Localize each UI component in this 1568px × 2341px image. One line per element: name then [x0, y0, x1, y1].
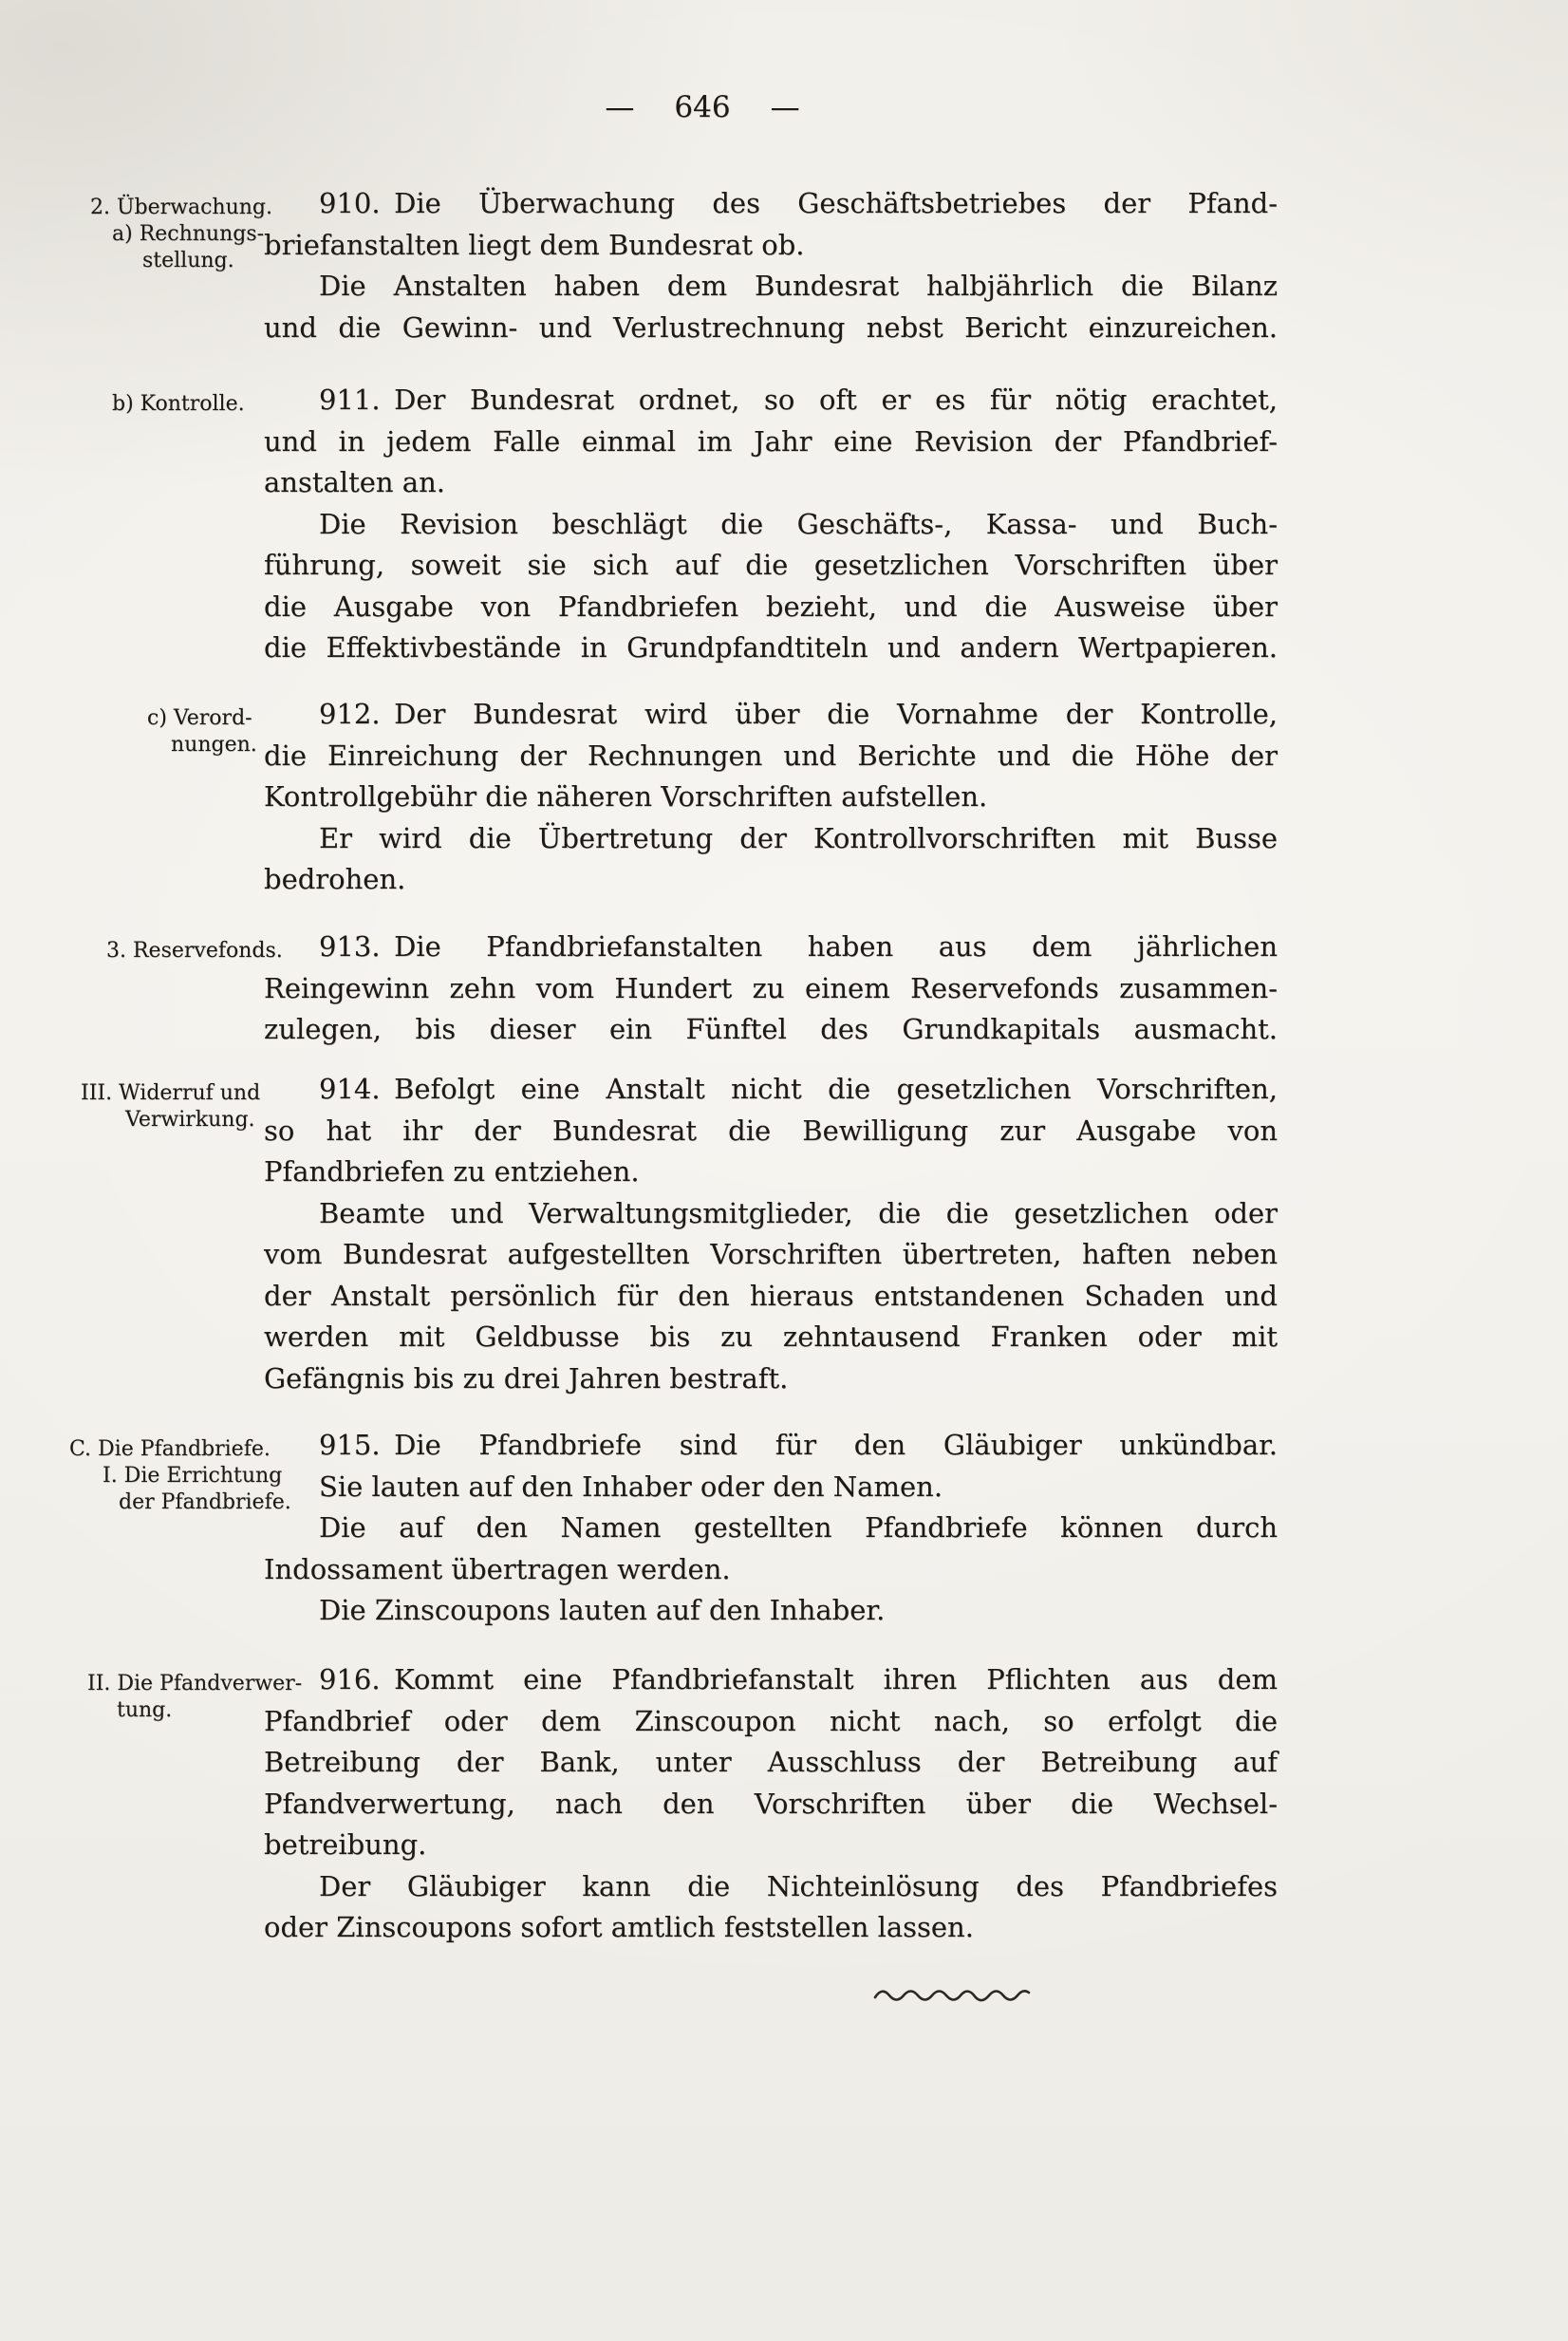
- article-body: [264, 694, 1278, 901]
- article-body: [264, 1425, 1278, 1632]
- text-line: führung, soweit sie sich auf die gesetzlichen Vorschriften über: [264, 549, 1278, 581]
- paragraph: [264, 1590, 1278, 1632]
- text-line: zulegen, bis dieser ein Fünftel des Grundkapitals ausmacht.: [264, 1013, 1278, 1045]
- paragraph: [264, 1508, 1278, 1590]
- article-body: [264, 1069, 1278, 1399]
- margin-note-line: stellung.: [142, 249, 234, 272]
- text-line: Die auf den Namen gestellten Pfandbriefe können durch: [319, 1511, 1278, 1544]
- paragraph: [264, 1659, 1278, 1866]
- margin-note-line: c) Verord-: [147, 706, 252, 730]
- header-left-dash: —: [605, 90, 635, 124]
- margin-note-line: tung.: [117, 1698, 173, 1722]
- text-line: Pfandbrief oder dem Zinscoupon nicht nach, so erfolgt die: [264, 1704, 1278, 1737]
- paragraph: [264, 694, 1278, 818]
- paragraph: [264, 818, 1278, 901]
- text-line: Kontrollgebühr die näheren Vorschriften aufstellen.: [264, 780, 988, 813]
- margin-note-line: II. Die Pfandverwer-: [87, 1672, 303, 1695]
- margin-note-line: der Pfandbriefe.: [119, 1490, 291, 1514]
- wavy-line-icon: [871, 1987, 1035, 2004]
- text-line: Er wird die Übertretung der Kontrollvorschriften mit Busse: [319, 821, 1278, 854]
- text-line: Reingewinn zehn vom Hundert zu einem Reservefonds zusammen-: [264, 971, 1278, 1004]
- margin-note-line: III. Widerruf und: [81, 1081, 261, 1105]
- article-body: [264, 1659, 1278, 1949]
- text-line: so hat ihr der Bundesrat die Bewilligung zur Ausgabe von: [264, 1114, 1278, 1147]
- text-line: die Ausgabe von Pfandbriefen bezieht, und die Ausweise über: [264, 590, 1278, 623]
- paragraph: [264, 1193, 1278, 1400]
- margin-note-line: a) Rechnungs-: [112, 222, 265, 246]
- article-body: [264, 927, 1278, 1051]
- text-line: anstalten an.: [264, 466, 445, 498]
- text-line: werden mit Geldbusse bis zu zehntausend Franken oder mit: [264, 1320, 1278, 1353]
- paragraph: [264, 266, 1278, 348]
- paragraph: [264, 1069, 1278, 1193]
- header-right-dash: —: [770, 90, 800, 124]
- text-line: Indossament übertragen werden.: [264, 1552, 731, 1585]
- article-body: [264, 380, 1278, 669]
- text-line: und die Gewinn- und Verlustrechnung nebst Bericht einzureichen.: [264, 310, 1278, 344]
- text-line: 910. Die Überwachung des Geschäftsbetriebes der Pfand-: [319, 187, 1278, 219]
- article-body: [264, 183, 1278, 348]
- text-line: 915. Die Pfandbriefe sind für den Gläubiger unkündbar.: [319, 1429, 1278, 1461]
- text-line: Gefängnis bis zu drei Jahren bestraft.: [264, 1361, 789, 1395]
- text-line: Pfandbriefen zu entziehen.: [264, 1155, 640, 1188]
- margin-note: [69, 1436, 291, 1516]
- margin-note: [69, 391, 273, 418]
- text-line: Beamte und Verwaltungsmitglieder, die die gesetzlichen oder: [319, 1196, 1278, 1229]
- margin-note: [69, 1080, 273, 1133]
- text-line: die Effektivbestände in Grundpfandtiteln und andern Wertpapieren.: [264, 631, 1278, 664]
- margin-note: [69, 1671, 303, 1724]
- paragraph: [264, 183, 1278, 266]
- text-line: betreibung.: [264, 1828, 427, 1861]
- text-line: 911. Der Bundesrat ordnet, so oft er es für nötig erachtet,: [319, 384, 1278, 416]
- paragraph: [264, 1425, 1278, 1467]
- paragraph: [264, 927, 1278, 1051]
- text-line: Pfandverwertung, nach den Vorschriften über die Wechsel-: [264, 1787, 1278, 1820]
- margin-note-line: b) Kontrolle.: [112, 392, 245, 416]
- text-line: und in jedem Falle einmal im Jahr eine Revision der Pfandbrief-: [264, 424, 1278, 458]
- text-line: briefanstalten liegt dem Bundesrat ob.: [264, 228, 805, 261]
- paragraph: [264, 1866, 1278, 1949]
- text-line: Die Revision beschlägt die Geschäfts-, Kassa- und Buch-: [319, 507, 1278, 540]
- text-line: bedrohen.: [264, 863, 406, 895]
- text-line: 916. Kommt eine Pfandbriefanstalt ihren Pflichten aus dem: [319, 1663, 1278, 1695]
- margin-note-line: C. Die Pfandbriefe.: [69, 1437, 271, 1461]
- text-line: 913. Die Pfandbriefanstalten haben aus dem jährlichen: [319, 930, 1278, 963]
- margin-note-line: I. Die Errichtung: [103, 1464, 283, 1488]
- paragraph: [264, 504, 1278, 669]
- text-line: Betreibung der Bank, unter Ausschluss der Betreibung auf: [264, 1746, 1278, 1778]
- page-header: [605, 91, 799, 123]
- margin-note: [69, 195, 273, 274]
- text-line: 914. Befolgt eine Anstalt nicht die gesetzlichen Vorschriften,: [319, 1073, 1278, 1105]
- margin-note-line: 2. Überwachung.: [90, 196, 272, 219]
- paragraph: [264, 1467, 1278, 1508]
- end-ornament: [871, 1987, 1035, 2004]
- margin-note-line: nungen.: [171, 733, 257, 757]
- text-line: Der Gläubiger kann die Nichteinlösung des Pfandbriefes: [319, 1869, 1278, 1902]
- text-line: die Einreichung der Rechnungen und Berichte und die Höhe der: [264, 739, 1278, 772]
- margin-note: [69, 938, 283, 964]
- margin-note-line: 3. Reservefonds.: [106, 939, 283, 963]
- text-line: Die Zinscoupons lauten auf den Inhaber.: [319, 1594, 886, 1626]
- margin-note: [69, 705, 273, 758]
- margin-note-line: Verwirkung.: [125, 1108, 255, 1132]
- text-line: der Anstalt persönlich für den hieraus entstandenen Schaden und: [264, 1279, 1278, 1312]
- paragraph: [264, 380, 1278, 504]
- text-line: Sie lauten auf den Inhaber oder den Namen.: [319, 1470, 943, 1503]
- text-line: vom Bundesrat aufgestellten Vorschriften übertreten, haften neben: [264, 1238, 1278, 1270]
- page-number: 646: [674, 90, 731, 124]
- text-line: oder Zinscoupons sofort amtlich feststellen lassen.: [264, 1911, 974, 1943]
- text-line: 912. Der Bundesrat wird über die Vornahme der Kontrolle,: [319, 698, 1278, 730]
- text-line: Die Anstalten haben dem Bundesrat halbjährlich die Bilanz: [319, 270, 1278, 302]
